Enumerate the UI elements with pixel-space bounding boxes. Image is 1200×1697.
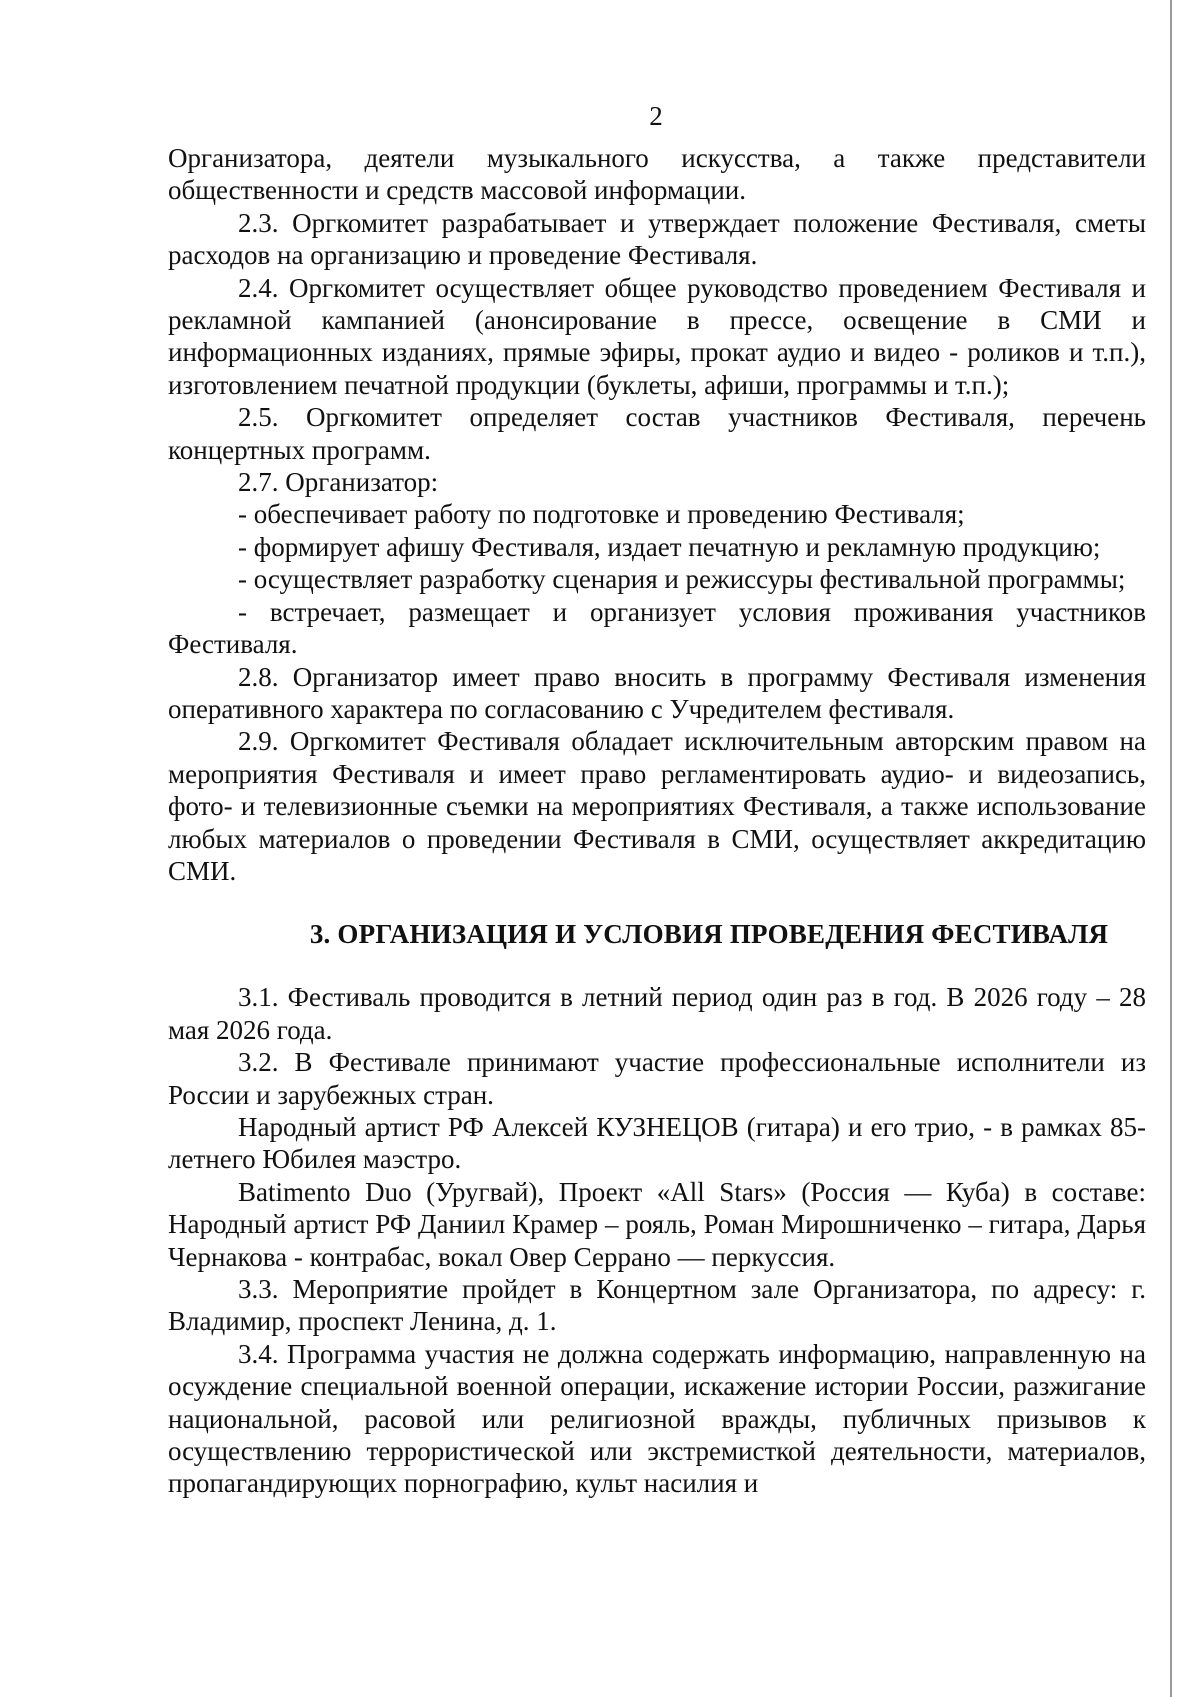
section-2-clauses — [168, 142, 1146, 887]
paragraph: - формирует афишу Фестиваля, издает печатную и рекламную продукцию; — [238, 531, 1101, 562]
section-3-clauses — [168, 981, 1146, 1500]
paragraph: 3.3. Мероприятие пройдет в Концертном зале Организатора, по адресу: г. Владимир, проспект Ленина, д. 1. — [168, 1274, 1146, 1337]
paragraph: 2.4. Оргкомитет осуществляет общее руководство проведением Фестиваля и рекламной кампанией (анонсирование в прессе, освещение в СМИ и информационных изданиях, прямые эфиры, прокат аудио и видео - роликов и т.п.), изготовлением печатной продукции (буклеты, афиши, программы и т.п.); — [168, 272, 1146, 400]
paragraph: Batimento Duo (Уругвай), Проект «All Stars» (Россия — Куба) в составе: Народный артист РФ Даниил Крамер – рояль, Роман Мирошниченко – гитара, Дарья Чернакова - контрабас, вокал Овер Серрано — перкуссия. — [168, 1176, 1146, 1272]
paragraph: Народный артист РФ Алексей КУЗНЕЦОВ (гитара) и его трио, - в рамках 85-летнего Юбилея маэстро. — [168, 1111, 1146, 1175]
document-body — [168, 142, 1146, 1500]
paragraph: 3.1. Фестиваль проводится в летний период один раз в год. В 2026 году – 28 мая 2026 года. — [168, 982, 1146, 1045]
paragraph: - встречает, размещает и организует условия проживания участников Фестиваля. — [168, 596, 1146, 660]
paragraph: 3.2. В Фестивале принимают участие профессиональные исполнители из России и зарубежных стран. — [168, 1047, 1146, 1110]
paragraph: 2.5. Оргкомитет определяет состав участников Фестиваля, перечень концертных программ. — [168, 402, 1146, 465]
paragraph: - обеспечивает работу по подготовке и проведению Фестиваля; — [238, 499, 965, 530]
paragraph: Организатора, деятели музыкального искусства, а также представители общественности и средств массовой информации. — [168, 143, 1146, 206]
page-edge-line — [1170, 0, 1172, 1697]
section-3-heading: 3. ОРГАНИЗАЦИЯ И УСЛОВИЯ ПРОВЕДЕНИЯ ФЕСТИВАЛЯ — [309, 919, 1109, 950]
page-number: 2 — [649, 101, 663, 131]
paragraph: 3.4. Программа участия не должна содержать информацию, направленную на осуждение специальной военной операции, искажение истории России, разжигание национальной, расовой или религиозной вражды, публичных призывов к осуществлению террористической или экстремисткой деятельности, материалов, пропагандирующих порнографию, культ насилия и — [168, 1338, 1146, 1499]
paragraph: 2.9. Оргкомитет Фестиваля обладает исключительным авторским правом на мероприятия Фестиваля и имеет право регламентировать аудио- и видеозапись, фото- и телевизионные съемки на мероприятиях Фестиваля, а также использование любых материалов о проведении Фестиваля в СМИ, осуществляет аккредитацию СМИ. — [168, 726, 1146, 886]
paragraph: 2.7. Организатор: — [238, 467, 439, 498]
paragraph: 2.3. Оргкомитет разрабатывает и утверждает положение Фестиваля, сметы расходов на организацию и проведение Фестиваля. — [168, 207, 1146, 271]
paragraph: 2.8. Организатор имеет право вносить в программу Фестиваля изменения оперативного характера по согласованию с Учредителем фестиваля. — [168, 661, 1146, 724]
paragraph: - осуществляет разработку сценария и режиссуры фестивальной программы; — [238, 564, 1126, 595]
